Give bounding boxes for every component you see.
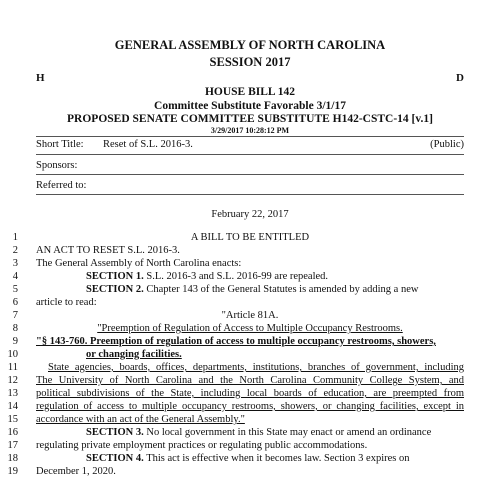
- section-label: SECTION 3.: [86, 427, 144, 438]
- right-letter: D: [456, 72, 464, 84]
- section-text: S.L. 2016-3 and S.L. 2016-99 are repealed.: [143, 271, 329, 282]
- statute-heading-continued: or changing facilities.: [86, 349, 182, 360]
- enacting-clause: The General Assembly of North Carolina enacts:: [36, 258, 242, 269]
- line-number: 1: [12, 232, 18, 243]
- section-label: SECTION 1.: [86, 271, 144, 282]
- statute-heading: "§ 143-760. Preemption of regulation of access to multiple occupancy restrooms, showers,: [36, 336, 436, 347]
- line-number: 17: [7, 440, 18, 451]
- line-number: 5: [12, 284, 18, 295]
- statute-body-line: The University of North Carolina and the North Carolina Community College System, and: [36, 375, 464, 386]
- article-title: "Preemption of Regulation of Access to Multiple Occupancy Restrooms.: [97, 323, 403, 334]
- divider: [36, 136, 464, 137]
- line-number: 14: [7, 401, 18, 412]
- bill-date: February 22, 2017: [211, 209, 289, 220]
- statute-body-line: political subdivisions of the State, including local boards of education, are preempted from: [36, 388, 464, 399]
- bill-number: HOUSE BILL 142: [204, 86, 296, 98]
- bill-heading: A BILL TO BE ENTITLED: [190, 232, 310, 243]
- section-2-continued: article to read:: [36, 297, 97, 308]
- section-text: This act is effective when it becomes law. Section 3 expires on: [143, 453, 410, 464]
- line-number: 3: [12, 258, 18, 269]
- divider: [36, 194, 464, 195]
- public-label: (Public): [430, 139, 464, 150]
- section-text: Chapter 143 of the General Statutes is amended by adding a new: [143, 284, 419, 295]
- section-4-continued: December 1, 2020.: [36, 466, 116, 477]
- section-label: SECTION 2.: [86, 284, 144, 295]
- timestamp: 3/29/2017 10:28:12 PM: [210, 126, 290, 135]
- section-text: No local government in this State may enact or amend an ordinance: [143, 427, 432, 438]
- section-label: SECTION 4.: [86, 453, 144, 464]
- line-number: 9: [12, 336, 18, 347]
- short-title-value: Reset of S.L. 2016-3.: [103, 139, 193, 150]
- section-4: [86, 453, 410, 464]
- section-3-continued: regulating private employment practices or regulating public accommodations.: [36, 440, 368, 451]
- line-number: 16: [7, 427, 18, 438]
- sponsors-label: Sponsors:: [36, 160, 78, 171]
- line-number: 8: [12, 323, 18, 334]
- proposed-line: PROPOSED SENATE COMMITTEE SUBSTITUTE H142-CSTC-14 [v.1]: [67, 113, 433, 125]
- article-number: "Article 81A.: [221, 310, 279, 321]
- line-number: 13: [7, 388, 18, 399]
- statute-body-line: accordance with an act of the General Assembly.": [36, 414, 245, 425]
- committee-line: Committee Substitute Favorable 3/1/17: [154, 100, 346, 112]
- statute-body-line: State agencies, boards, offices, departments, institutions, branches of government, including: [48, 362, 464, 373]
- line-number: 19: [7, 466, 18, 477]
- divider: [36, 154, 464, 155]
- line-number: 12: [7, 375, 18, 386]
- session-title: SESSION 2017: [209, 55, 291, 69]
- line-number: 10: [7, 349, 18, 360]
- divider: [36, 174, 464, 175]
- left-letter: H: [36, 72, 45, 84]
- referred-label: Referred to:: [36, 180, 87, 191]
- line-number: 2: [12, 245, 18, 256]
- act-title: AN ACT TO RESET S.L. 2016-3.: [36, 245, 180, 256]
- section-1: [86, 271, 328, 282]
- line-number: 11: [7, 362, 18, 373]
- section-3: [86, 427, 431, 438]
- line-number: 6: [12, 297, 18, 308]
- assembly-title: GENERAL ASSEMBLY OF NORTH CAROLINA: [114, 38, 386, 52]
- statute-body-line: regulation of access to multiple occupancy restrooms, showers, or changing facilities, except in: [36, 401, 464, 412]
- short-title-label: Short Title:: [36, 139, 84, 150]
- line-number: 4: [12, 271, 18, 282]
- line-number: 18: [7, 453, 18, 464]
- line-number: 7: [12, 310, 18, 321]
- section-2: [86, 284, 464, 295]
- line-number: 15: [7, 414, 18, 425]
